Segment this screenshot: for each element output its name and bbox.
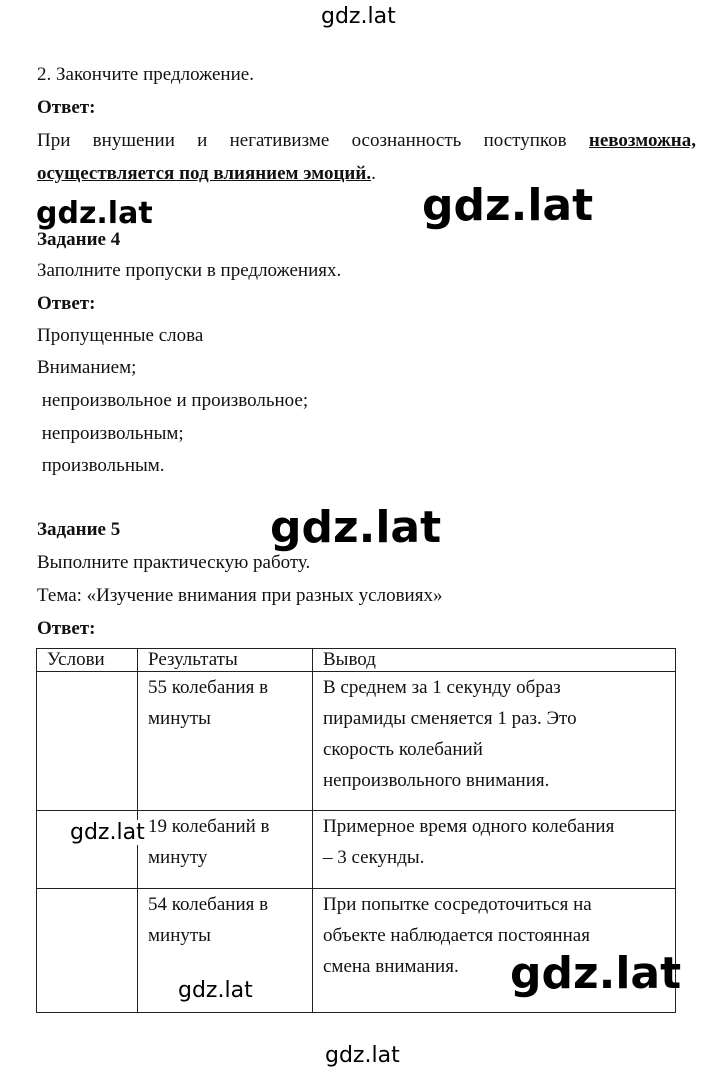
watermark-bottom-right: gdz.lat (510, 948, 682, 999)
row-1-results-line-1: 55 колебания в (148, 677, 269, 698)
task-4-line-2: Вниманием; (37, 357, 137, 378)
task-5-title: Задание 5 (37, 519, 121, 540)
row-2-results (138, 811, 313, 889)
row-2-results-line-1: 19 колебаний в (148, 816, 270, 837)
row-1-conclusion-line-1: В среднем за 1 секунду образ (323, 677, 561, 698)
watermark-top: gdz.lat (321, 4, 396, 29)
row-2-conclusion-line-2: – 3 секунды. (323, 847, 425, 868)
row-3-conclusion-line-2: объекте наблюдается постоянная (323, 925, 590, 946)
row-3-results-line-2: минуты (148, 925, 211, 946)
task-4-line-1: Пропущенные слова (37, 325, 204, 346)
watermark-table-bottom: gdz.lat (178, 978, 253, 1003)
question-2-answer-plain: При внушении и негативизме осознанность поступков (37, 130, 589, 151)
question-2-prompt: 2. Закончите предложение. (37, 64, 254, 85)
task-4-line-4: непроизвольным; (37, 423, 184, 444)
task-4-prompt: Заполните пропуски в предложениях. (37, 260, 342, 281)
task-5-answer-label: Ответ: (37, 618, 96, 639)
question-2-answer-bold: невозможна, осуществляется под влиянием эмоций. (37, 130, 696, 184)
row-3-conclusion-line-3: смена внимания. (323, 956, 459, 977)
header-conclusion: Вывод (313, 649, 676, 672)
task-4-title: Задание 4 (37, 229, 121, 250)
watermark-footer: gdz.lat (325, 1043, 400, 1068)
task-4-line-3: непроизвольное и произвольное; (37, 390, 309, 411)
watermark-left: gdz.lat (36, 196, 153, 231)
task-5-topic: Тема: «Изучение внимания при разных условиях» (37, 585, 443, 606)
row-1-results (138, 672, 313, 811)
watermark-middle: gdz.lat (270, 502, 442, 553)
row-3-results-line-1: 54 колебания в (148, 894, 269, 915)
row-1-conclusion-line-3: скорость колебаний (323, 739, 483, 760)
table-row (37, 672, 676, 811)
header-results: Результаты (138, 649, 313, 672)
row-2-conclusion (313, 811, 676, 889)
watermark-table: gdz.lat (70, 820, 145, 845)
row-1-conclusion-line-2: пирамиды сменяется 1 раз. Это (323, 708, 577, 729)
row-3-condition (37, 889, 138, 1013)
task-4-answer-label: Ответ: (37, 293, 96, 314)
task-4-line-5: произвольным. (37, 455, 165, 476)
row-2-conclusion-line-1: Примерное время одного колебания (323, 816, 615, 837)
question-2-answer-end: . (371, 163, 376, 184)
watermark-center: gdz.lat (422, 180, 594, 231)
question-2-answer-label: Ответ: (37, 97, 96, 118)
header-condition: Услови (37, 649, 138, 672)
question-2-answer (37, 124, 696, 190)
row-1-condition (37, 672, 138, 811)
row-1-conclusion-line-4: непроизвольного внимания. (323, 770, 550, 791)
row-1-results-line-2: минуты (148, 708, 211, 729)
row-3-conclusion-line-1: При попытке сосредоточиться на (323, 894, 592, 915)
task-5-prompt: Выполните практическую работу. (37, 552, 311, 573)
table-header-row (37, 649, 676, 672)
row-1-conclusion (313, 672, 676, 811)
row-2-results-line-2: минуту (148, 847, 208, 868)
